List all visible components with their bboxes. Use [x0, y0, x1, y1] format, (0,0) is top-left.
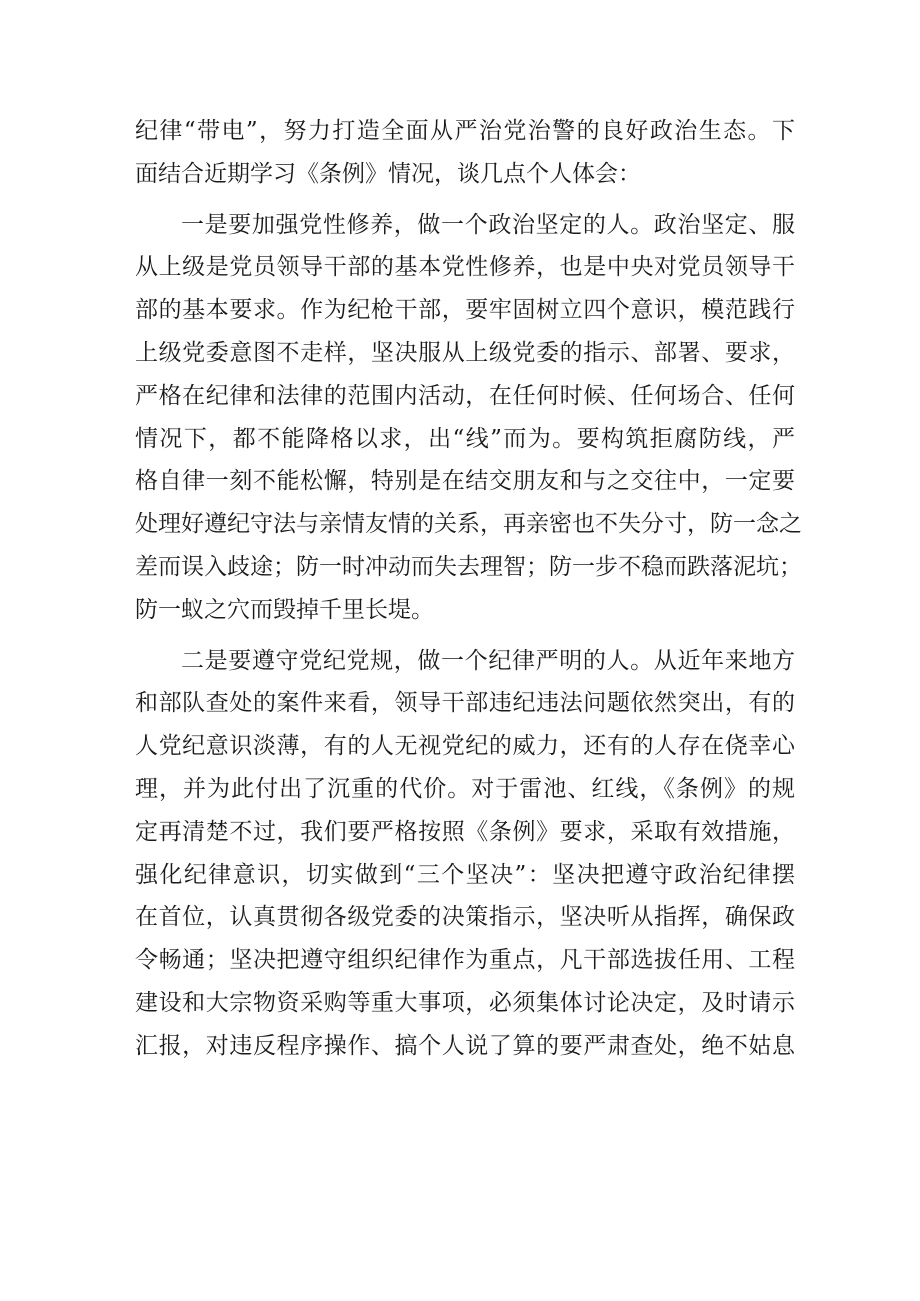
text-line: 二是要遵守党纪党规，做一个纪律严明的人。从近年来地方 [181, 647, 795, 674]
text-line: 部的基本要求。作为纪枪干部，要牢固树立四个意识，模范践行 [135, 297, 795, 324]
text-line: 防一蚁之穴而毁掉千里长堤。 [135, 596, 434, 623]
text-line: 严格在纪律和法律的范围内活动，在任何时候、任何场合、任何 [135, 382, 795, 409]
text-line: 理，并为此付出了沉重的代价。对于雷池、红线，《条例》的规 [135, 775, 795, 802]
text-line: 建设和大宗物资采购等重大事项，必须集体讨论决定，及时请示 [135, 989, 795, 1016]
text-line: 差而误入歧途；防一时冲动而失去理智；防一步不稳而跌落泥坑； [135, 553, 802, 580]
text-line: 从上级是党员领导干部的基本党性修养，也是中央对党员领导干 [135, 254, 795, 281]
text-line: 面结合近期学习《条例》情况，谈几点个人体会： [135, 160, 641, 187]
text-line: 上级党委意图不走样，坚决服从上级党委的指示、部署、要求， [135, 339, 795, 366]
text-line: 处理好遵纪守法与亲情友情的关系，再亲密也不失分寸，防一念之 [135, 511, 802, 538]
text-line: 强化纪律意识，切实做到“三个坚决”：坚决把遵守政治纪律摆 [135, 861, 795, 888]
text-line: 汇报，对违反程序操作、搞个人说了算的要严肃查处，绝不姑息 [135, 1032, 795, 1059]
text-line: 和部队查处的案件来看，领导干部违纪违法问题依然突出，有的 [135, 690, 795, 717]
text-line: 定再清楚不过，我们要严格按照《条例》要求，采取有效措施， [135, 818, 795, 845]
document-body [135, 110, 802, 1068]
text-line: 纪律“带电”，努力打造全面从严治党治警的良好政治生态。下 [135, 118, 795, 144]
text-line: 人党纪意识淡薄，有的人无视党纪的威力，还有的人存在侥幸心 [135, 733, 795, 760]
text-line: 一是要加强党性修养，做一个政治坚定的人。政治坚定、服 [181, 211, 795, 238]
text-line: 情况下，都不能降格以求，出“线”而为。要构筑拒腐防线，严 [135, 425, 795, 452]
text-line: 令畅通；坚决把遵守组织纪律作为重点，凡干部选拔任用、工程 [135, 947, 795, 974]
text-line: 在首位，认真贯彻各级党委的决策指示，坚决听从指挥，确保政 [135, 904, 795, 931]
text-line: 格自律一刻不能松懈，特别是在结交朋友和与之交往中，一定要 [135, 468, 795, 495]
